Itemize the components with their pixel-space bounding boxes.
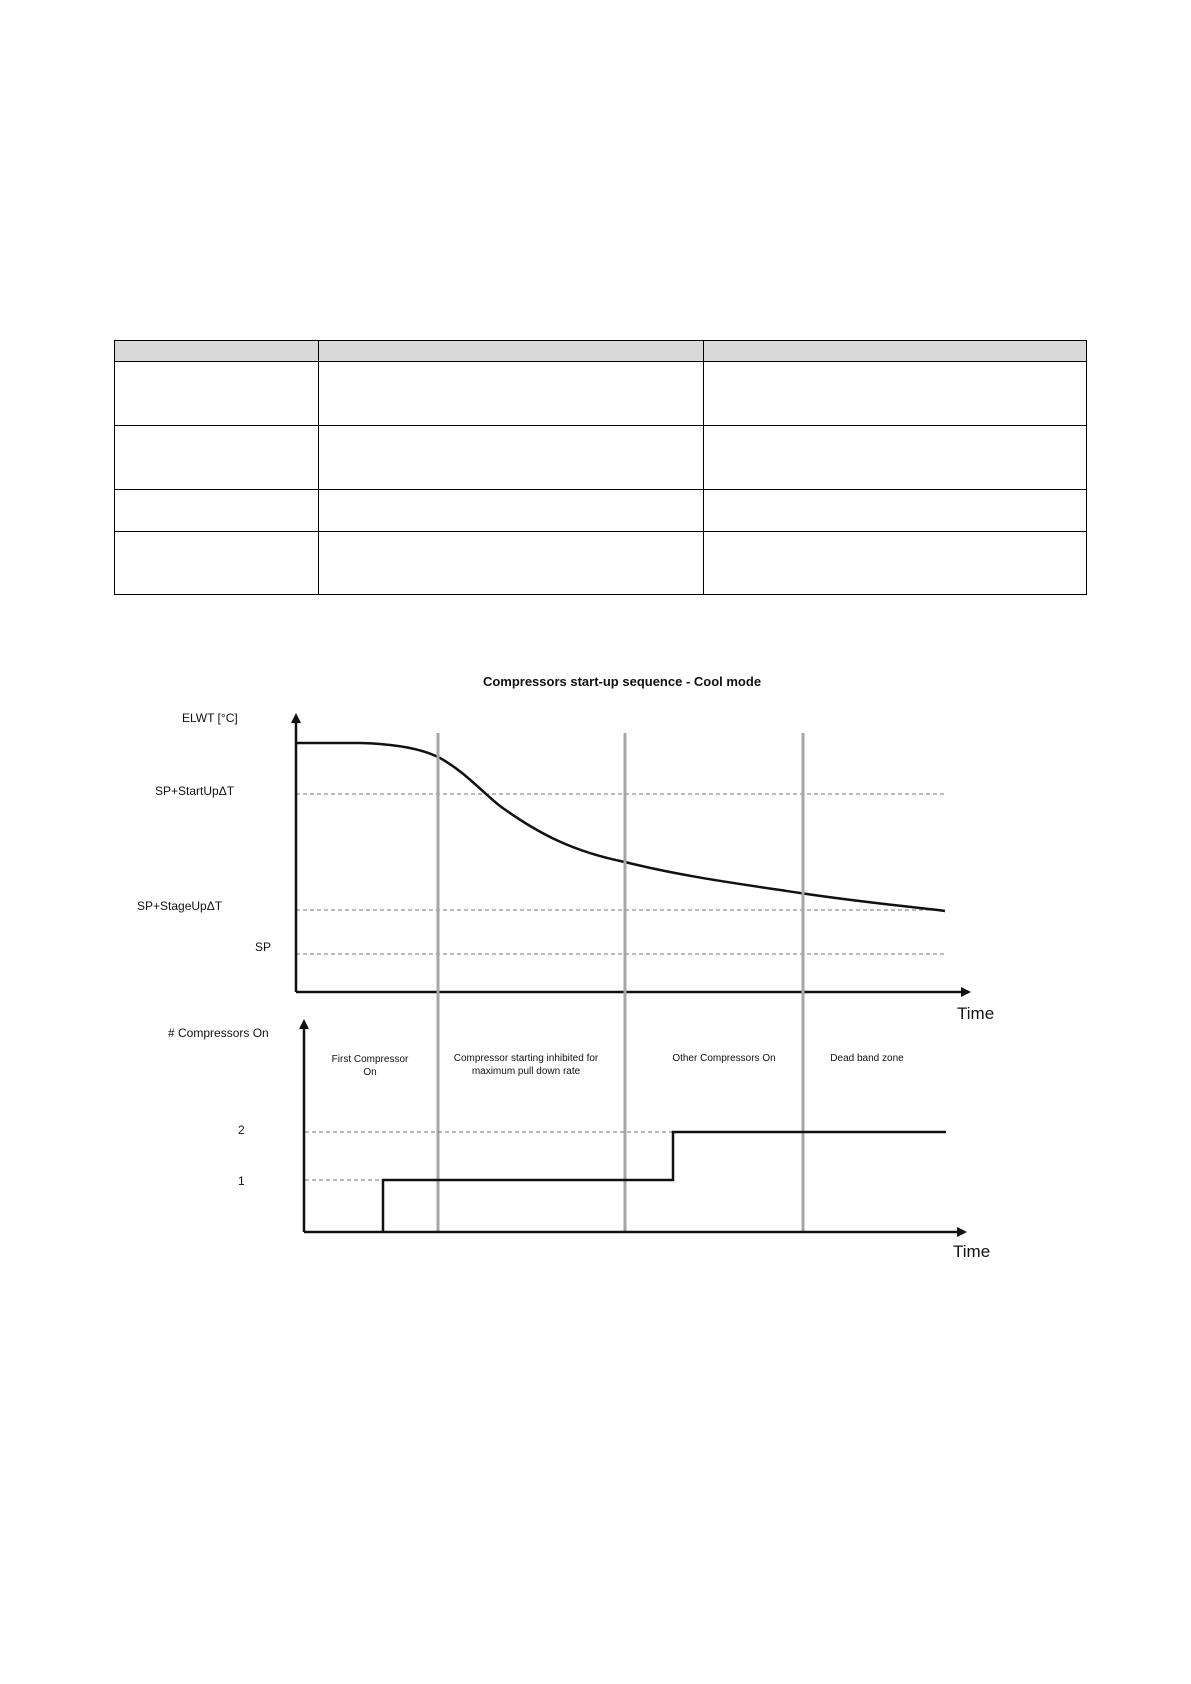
zone-label: First Compressor bbox=[331, 1054, 409, 1065]
zone-label: Dead band zone bbox=[830, 1053, 904, 1064]
table-header-cell bbox=[319, 341, 704, 362]
table-cell bbox=[704, 426, 1087, 490]
table-cell bbox=[704, 490, 1087, 532]
table-cell bbox=[319, 426, 704, 490]
startup-level-label: SP+StartUpΔT bbox=[155, 784, 235, 798]
elwt-curve bbox=[297, 743, 945, 911]
table-header-cell bbox=[704, 341, 1087, 362]
top-time-axis-label: Time bbox=[957, 1004, 995, 1023]
zone-label: Compressor starting inhibited for bbox=[453, 1053, 599, 1064]
level-2-label: 2 bbox=[238, 1123, 245, 1137]
table-cell bbox=[115, 532, 319, 595]
diagram-title: Compressors start-up sequence - Cool mode bbox=[482, 674, 762, 689]
setpoint-level-label: SP bbox=[255, 940, 272, 954]
elwt-axis-label: ELWT [°C] bbox=[182, 711, 238, 725]
table-cell bbox=[115, 490, 319, 532]
zone-label: Other Compressors On bbox=[672, 1053, 776, 1064]
table-cell bbox=[115, 426, 319, 490]
zone-label: maximum pull down rate bbox=[471, 1066, 581, 1077]
table-header-cell bbox=[115, 341, 319, 362]
table-row bbox=[115, 490, 1087, 532]
table-cell bbox=[115, 362, 319, 426]
table-row bbox=[115, 362, 1087, 426]
table-header-row bbox=[115, 341, 1087, 362]
compressors-axis-label: # Compressors On bbox=[168, 1026, 269, 1040]
compressor-step-line bbox=[383, 1132, 946, 1232]
parameter-table bbox=[114, 340, 1087, 595]
level-1-label: 1 bbox=[238, 1174, 245, 1188]
table-row bbox=[115, 532, 1087, 595]
table-row bbox=[115, 426, 1087, 490]
zone-label: On bbox=[363, 1067, 377, 1078]
table-cell bbox=[704, 362, 1087, 426]
table-cell bbox=[319, 532, 704, 595]
table-cell bbox=[319, 362, 704, 426]
stageup-level-label: SP+StageUpΔT bbox=[137, 899, 223, 913]
table-cell bbox=[319, 490, 704, 532]
bottom-time-axis-label: Time bbox=[953, 1242, 991, 1261]
table-cell bbox=[704, 532, 1087, 595]
